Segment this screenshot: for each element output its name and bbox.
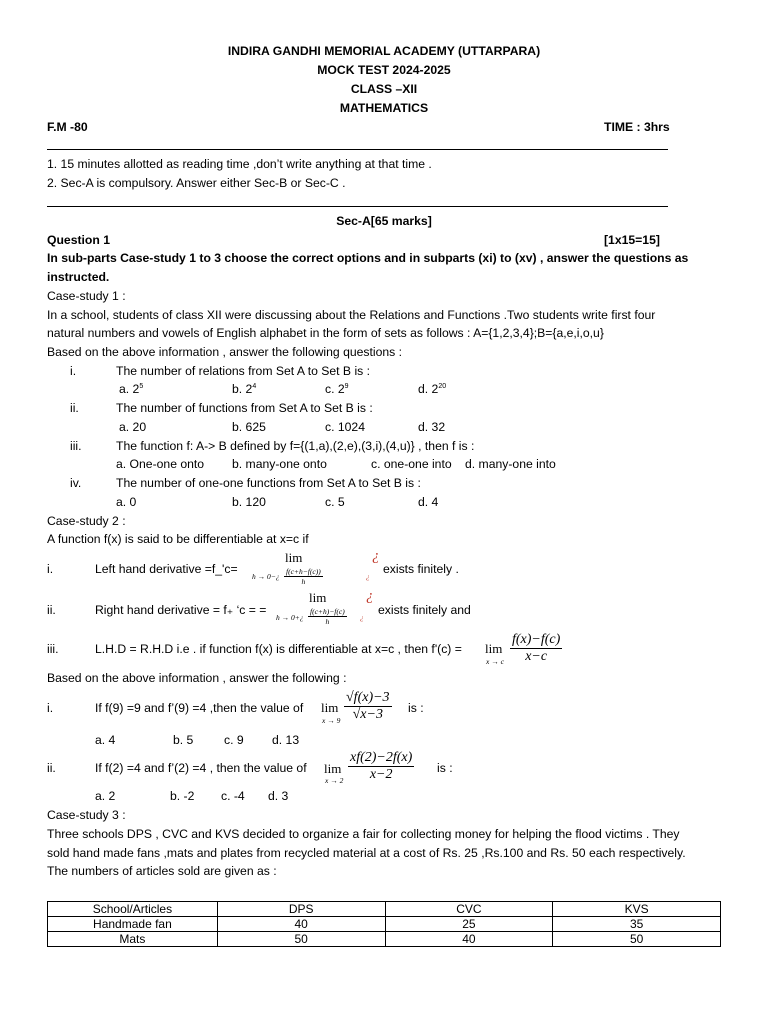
q-num: ii. — [70, 401, 79, 415]
divider-top — [47, 149, 668, 150]
table-cell: 50 — [217, 932, 385, 947]
question-1-title: Question 1 — [47, 233, 110, 247]
question-1-instruction: In sub-parts Case-study 1 to 3 choose the correct options and in subparts (xi) to (xv) , answer the questions as — [47, 251, 689, 265]
case2-q1-text: If f(9) =9 and f’(9) =4 ,then the value of — [95, 701, 304, 715]
case-study-3-para-end: The numbers of articles sold are given as : — [47, 864, 277, 878]
option-b: b. 625 — [232, 420, 266, 434]
option-c: c. 1024 — [325, 420, 365, 434]
case2-q1-fraction: $\frac{√f(x)-3}{√x-3}$ — [346, 690, 390, 722]
question-1-instruction-cont: instructed. — [47, 270, 110, 284]
time-allowed: TIME : 3hrs — [604, 120, 670, 134]
iii-fraction: $\frac{f(x)-f(c)}{x-c}$ — [512, 632, 561, 664]
option-a: a. 2 — [95, 789, 116, 803]
table-row — [48, 932, 721, 947]
lhd-num: i. — [47, 562, 54, 576]
case-study-2-intro: A function f(x) is said to be differentiable at x=c if — [47, 532, 309, 546]
option-c: c. $2^9$ — [325, 382, 349, 396]
rhd-lim-sub: h → 0+¿ — [276, 613, 304, 622]
case2-q1-post: is : — [408, 701, 424, 715]
option-d: d. 3 — [268, 789, 289, 803]
class-label: CLASS –XII — [350, 82, 418, 96]
table-cell: Handmade fan — [48, 917, 218, 932]
table-header-cell: DPS — [217, 902, 385, 917]
rhd-text: Right hand derivative = f₊ ‘c = = — [95, 603, 267, 617]
table-cell: 40 — [217, 917, 385, 932]
option-c: c. one-one into — [371, 457, 452, 471]
lhd-fraction: $\frac{f(c+h-f(c))}{h}$ — [286, 567, 321, 586]
lhd-lim-sub: h → 0−¿ — [252, 572, 280, 581]
instruction-2: 2. Sec-A is compulsory. Answer either Sec-B or Sec-C . — [47, 176, 346, 190]
table-cell: 40 — [385, 932, 553, 947]
instruction-1: 1. 15 minutes allotted as reading time ,don’t write anything at that time . — [47, 157, 432, 171]
option-d: d. 32 — [418, 420, 446, 434]
case2-q1-lim: lim — [321, 700, 339, 715]
rhd-lim: lim — [309, 590, 327, 605]
case-study-1-para: In a school, students of class XII were discussing about the Relations and Functions .Two students write first four — [47, 308, 656, 322]
q-text: The function f: A-> B defined by f={(1,a),(2,e),(3,i),(4,u)} , then f is : — [116, 439, 475, 453]
table-cell: 50 — [553, 932, 721, 947]
rhd-num: ii. — [47, 603, 56, 617]
lhd-bracket-close: ¿ — [366, 572, 370, 581]
iii-text: L.H.D = R.H.D i.e . if function f(x) is differentiable at x=c , then f'(c) = — [95, 642, 462, 656]
option-d: d. 13 — [272, 733, 300, 747]
school-name: INDIRA GANDHI MEMORIAL ACADEMY (UTTARPARA) — [227, 44, 541, 58]
subject-label: MATHEMATICS — [339, 101, 429, 115]
option-a: a. One-one onto — [116, 457, 205, 471]
rhd-post: exists finitely and — [378, 603, 471, 617]
table-header-cell: CVC — [385, 902, 553, 917]
case-study-3-para-cont: sold hand made fans ,mats and plates from recycled material at a cost of Rs. 25 ,Rs.100 and Rs. 50 each respectively. — [47, 846, 686, 860]
rhd-bracket-open: ¿ — [366, 588, 374, 604]
case2-q1-lim-sub: x → 9 — [322, 716, 341, 725]
iii-lim-sub: x → c — [486, 657, 504, 666]
case-study-2-title: Case-study 2 : — [47, 514, 126, 528]
case-study-1-title: Case-study 1 : — [47, 289, 126, 303]
case-study-3-para: Three schools DPS , CVC and KVS decided to organize a fair for collecting money for helping the flood victims . They — [47, 827, 680, 841]
q-num: iv. — [70, 476, 82, 490]
option-a: a. 20 — [119, 420, 147, 434]
case2-q2-num: ii. — [47, 761, 56, 775]
question-1-marks: [1x15=15] — [604, 233, 660, 247]
q-num: i. — [70, 364, 77, 378]
option-b: b. 120 — [232, 495, 266, 509]
table-cell: 25 — [385, 917, 553, 932]
option-b: b. 5 — [173, 733, 194, 747]
option-b: b. -2 — [170, 789, 195, 803]
articles-table — [47, 901, 721, 947]
option-c: c. 9 — [224, 733, 244, 747]
option-b: b. many-one onto — [232, 457, 327, 471]
case2-q2-fraction: $\frac{xf(2)-2f(x)}{x-2}$ — [350, 750, 413, 782]
option-a: a. $2^5$ — [119, 382, 144, 396]
case-study-2-prompt: Based on the above information , answer the following : — [47, 671, 347, 685]
option-d: d. 4 — [418, 495, 439, 509]
iii-lim: lim — [485, 641, 503, 656]
option-b: b. $2^4$ — [232, 382, 257, 396]
case-study-1-prompt: Based on the above information , answer the following questions : — [47, 345, 403, 359]
case2-q1-num: i. — [47, 701, 54, 715]
q-num: iii. — [70, 439, 82, 453]
section-title: Sec-A[65 marks] — [336, 214, 432, 228]
table-header-row — [48, 902, 721, 917]
option-a: a. 4 — [95, 733, 116, 747]
q-text: The number of one-one functions from Set A to Set B is : — [116, 476, 421, 490]
q-text: The number of relations from Set A to Set B is : — [116, 364, 371, 378]
lhd-lim: lim — [285, 550, 303, 565]
table-header-cell: KVS — [553, 902, 721, 917]
case-study-3-title: Case-study 3 : — [47, 808, 126, 822]
option-c: c. 5 — [325, 495, 345, 509]
option-d: d. $2^{20}$ — [418, 382, 447, 396]
table-cell: Mats — [48, 932, 218, 947]
lhd-bracket-open: ¿ — [372, 548, 380, 564]
table-cell: 35 — [553, 917, 721, 932]
iii-num: iii. — [47, 642, 59, 656]
case2-q2-post: is : — [437, 761, 453, 775]
divider-bottom — [47, 206, 668, 207]
case-study-1-para-cont: natural numbers and vowels of English alphabet in the form of sets as follows : A={1,2,3,4};B={a,e,i,o,u} — [47, 326, 604, 340]
full-marks: F.M -80 — [47, 120, 88, 134]
test-title: MOCK TEST 2024-2025 — [317, 63, 451, 77]
rhd-bracket-close: ¿ — [360, 613, 364, 622]
lhd-post: exists finitely . — [383, 562, 459, 576]
case2-q2-lim: lim — [324, 761, 342, 776]
option-c: c. -4 — [221, 789, 245, 803]
case2-q2-lim-sub: x → 2 — [325, 776, 344, 785]
table-header-cell: School/Articles — [48, 902, 218, 917]
rhd-fraction: $\frac{f(c+h)-f(c)}{h}$ — [310, 607, 345, 626]
option-d: d. many-one into — [465, 457, 556, 471]
lhd-text: Left hand derivative =f_'c= — [95, 562, 238, 576]
q-text: The number of functions from Set A to Set B is : — [116, 401, 373, 415]
case2-q2-text: If f(2) =4 and f’(2) =4 , then the value of — [95, 761, 307, 775]
table-row — [48, 917, 721, 932]
option-a: a. 0 — [116, 495, 137, 509]
